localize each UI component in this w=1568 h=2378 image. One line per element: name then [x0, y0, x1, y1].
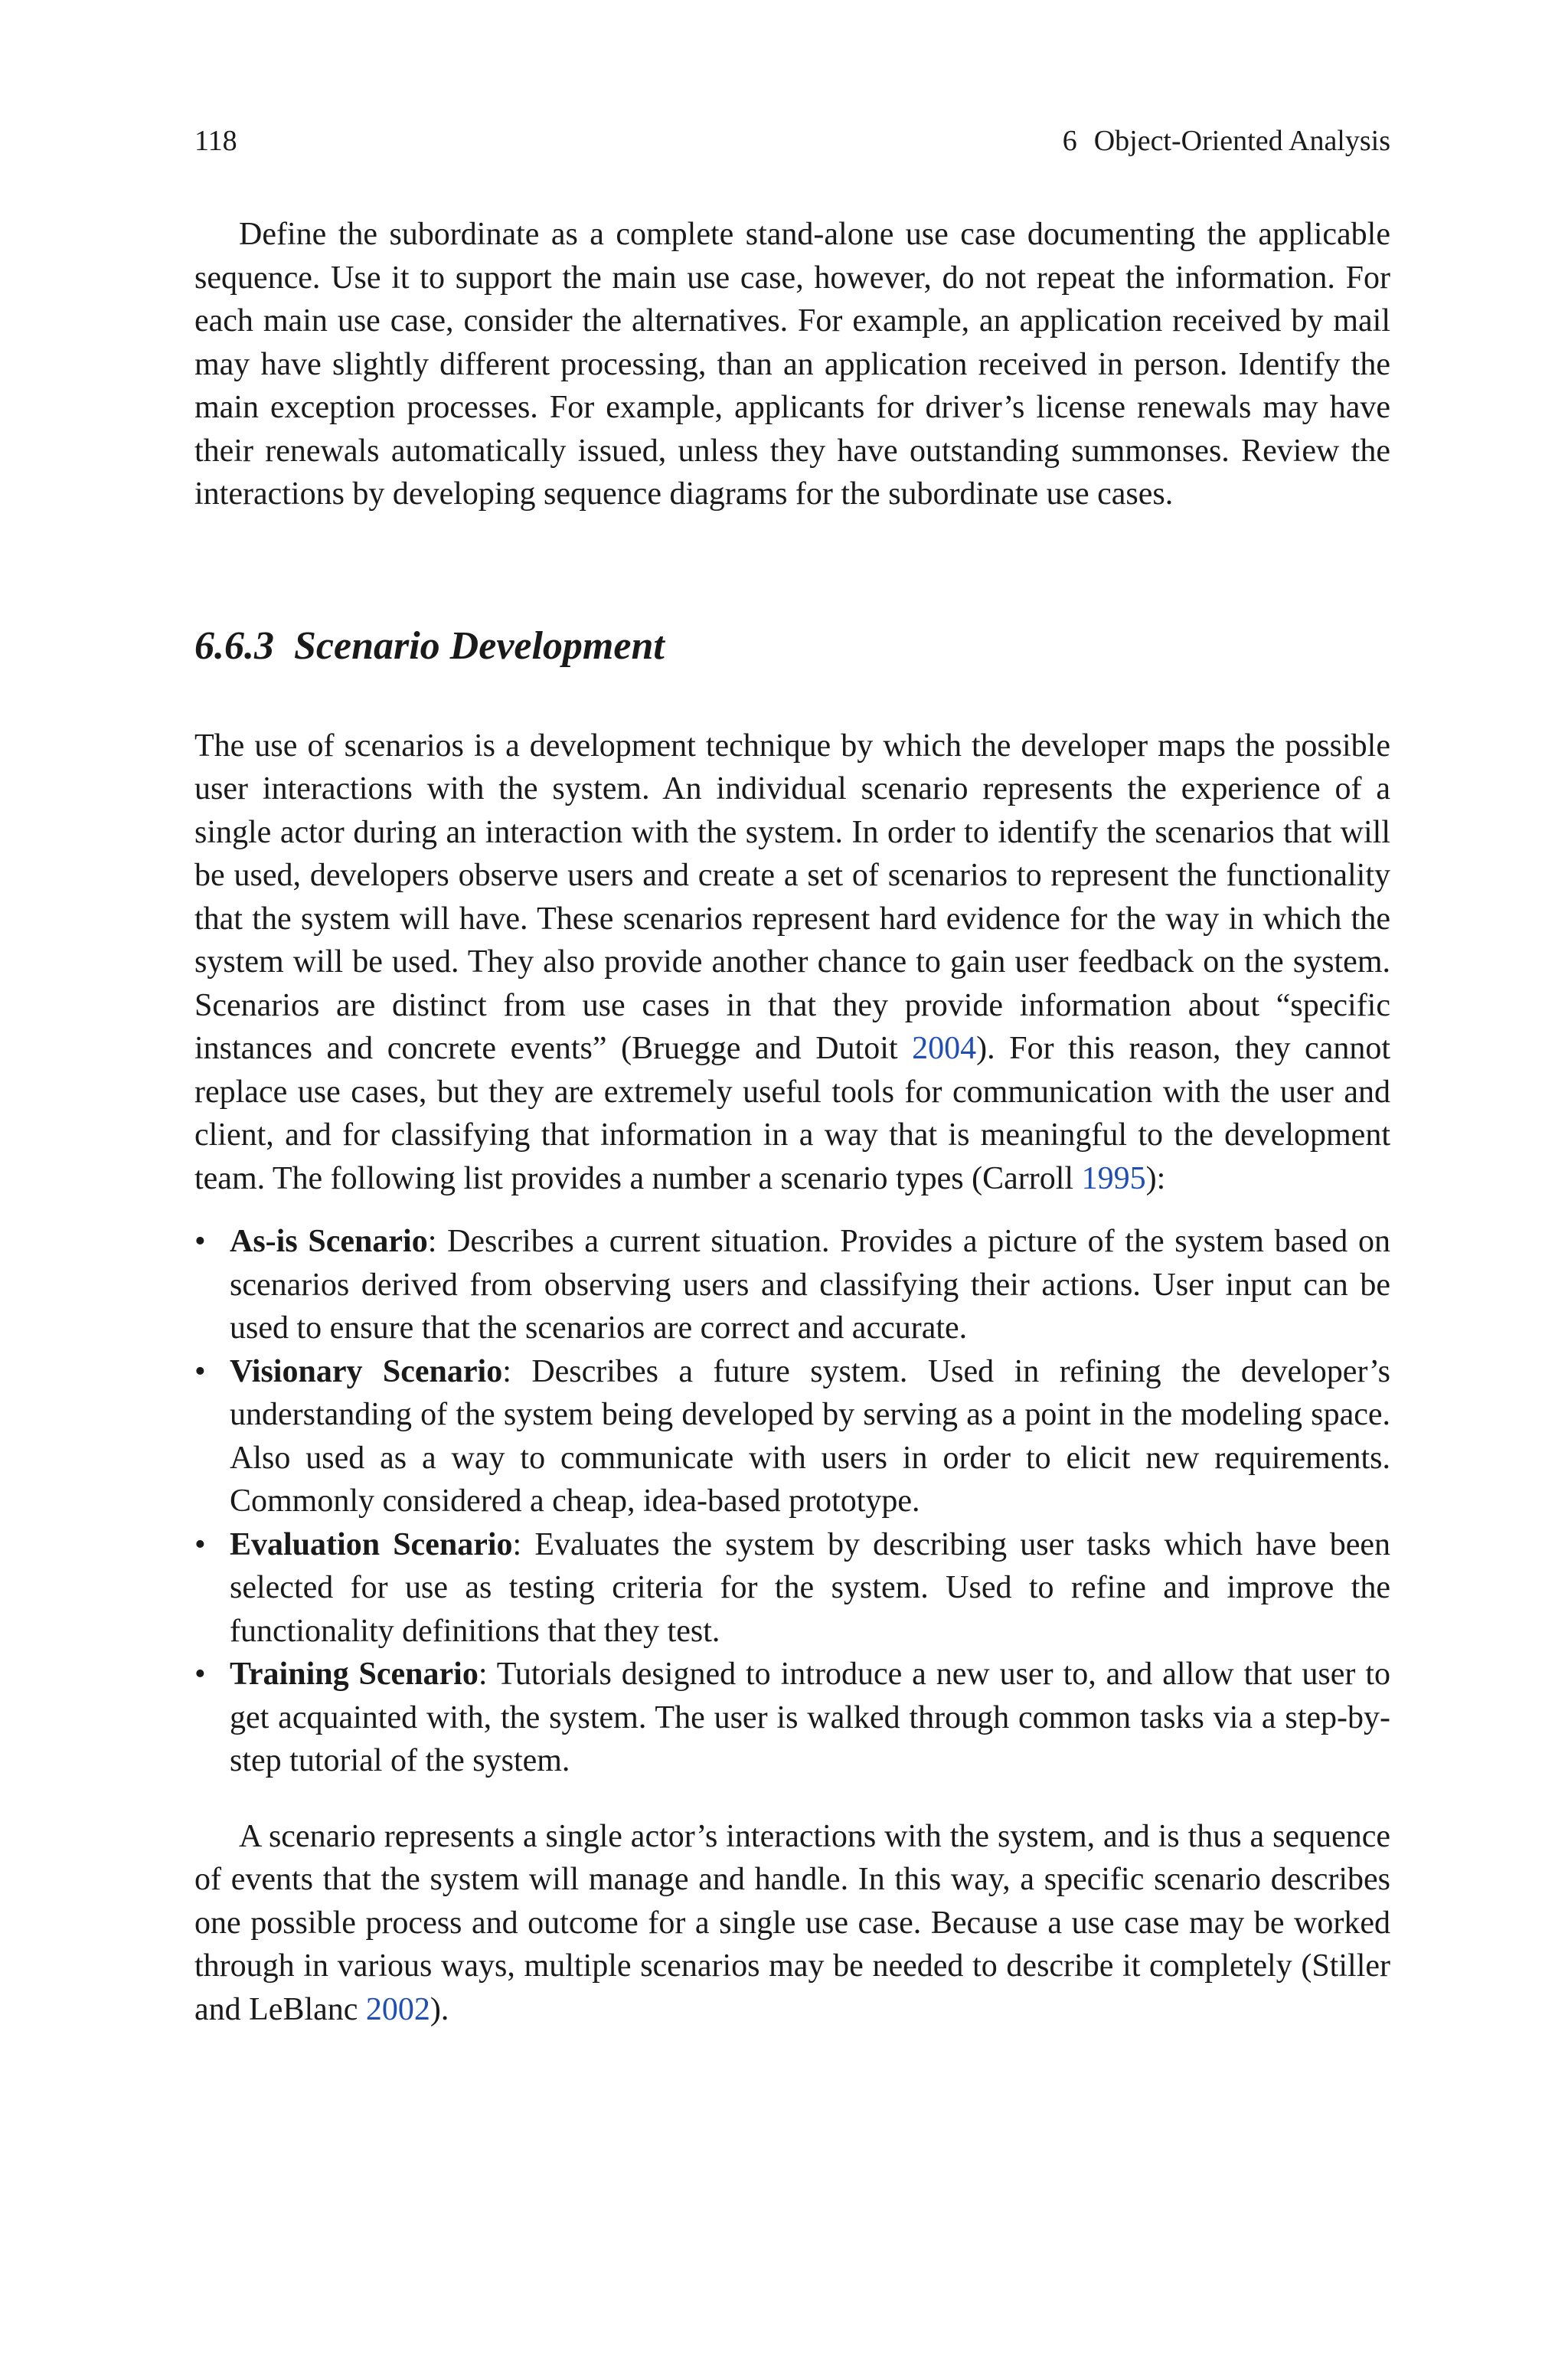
scenario-types-list — [194, 1220, 1390, 1783]
book-page — [194, 123, 1390, 2031]
list-item-evaluation — [194, 1523, 1390, 1653]
page-number: 118 — [194, 125, 237, 157]
list-item-training — [194, 1653, 1390, 1783]
closing-paragraph-end: ). — [430, 1991, 449, 2027]
scenario-description: : Tutorials designed to introduce a new user to, and allow that user to get acquainted with, the system. The user is walked through common tasks via a step-by-step tutorial of the system. — [230, 1657, 1390, 1778]
scenario-paragraph — [194, 725, 1390, 1201]
chapter-number: 6 — [1062, 125, 1077, 157]
scenario-term: Training Scenario — [230, 1657, 479, 1692]
scenario-description: : Describes a current situation. Provides a picture of the system based on scenarios derived from observing users and classifying their actions. User input can be used to ensure that the scenarios are correct and accurate. — [230, 1224, 1390, 1346]
section-number: 6.6.3 — [194, 623, 274, 668]
bullet-icon: • — [194, 1657, 206, 1692]
scenario-paragraph-part2: ). For this reason, they cannot replace use cases, but they are extremely useful tools for communication with the user and client, and for classifying that information in a way that is meaningful to the development team. The following list provides a number a scenario types (Carroll — [194, 1031, 1391, 1196]
scenario-term: As-is Scenario — [230, 1224, 428, 1259]
section-heading — [194, 622, 1390, 671]
intro-paragraph: Define the subordinate as a complete stand-alone use case documenting the applicable sequence. Use it to support the main use case, however, do not repeat the information. For each main use case, consider the alternatives. For example, an application received by mail may have slightly different processing, than an application received in person. Identify the main exception processes. For example, applicants for driver’s license renewals may have their renewals automatically issued, unless they have outstanding summonses. Review the interactions by developing sequence diagrams for the subordinate use cases. — [194, 217, 1390, 512]
scenario-description: : Evaluates the system by describing user tasks which have been selected for use as testing criteria for the system. Used to refine and improve the functionality definitions that they test. — [230, 1526, 1390, 1649]
closing-paragraph-text: A scenario represents a single actor’s interactions with the system, and is thus a sequence of events that the system will manage and handle. In this way, a specific scenario describes one possible process and outcome for a single use case. Because a use case may be worked through in various ways, multiple scenarios may be needed to describe it completely (Stiller and LeBlanc — [194, 1818, 1390, 2027]
bullet-icon: • — [194, 1224, 206, 1259]
chapter-title: Object-Oriented Analysis — [1093, 125, 1390, 157]
list-item-visionary — [194, 1350, 1390, 1523]
bullet-icon: • — [194, 1353, 206, 1389]
scenario-paragraph-part3: ): — [1145, 1160, 1166, 1196]
scenario-term: Visionary Scenario — [230, 1353, 503, 1389]
running-header — [194, 123, 1390, 159]
bullet-icon: • — [194, 1526, 206, 1562]
chapter-reference — [1063, 123, 1390, 159]
citation-link-bruegge-dutoit[interactable]: 2004 — [912, 1031, 977, 1066]
citation-link-stiller-leblanc[interactable]: 2002 — [365, 1991, 430, 2027]
section-title: Scenario Development — [294, 623, 665, 668]
scenario-paragraph-part1: The use of scenarios is a development technique by which the developer maps the possible user interactions with the system. An individual scenario represents the experience of a single actor during an interaction with the system. In order to identify the scenarios that will be used, developers observe users and create a set of scenarios to represent the functionality that the system will have. These scenarios represent hard evidence for the way in which the system will be used. They also provide another chance to gain user feedback on the system. Scenarios are distinct from use cases in that they provide information about “specific instances and concrete events” (Bruegge and Dutoit — [194, 728, 1390, 1066]
closing-paragraph — [194, 1815, 1390, 2032]
list-item-as-is — [194, 1220, 1390, 1350]
scenario-term: Evaluation Scenario — [230, 1526, 513, 1562]
scenario-description: : Describes a future system. Used in refining the developer’s understanding of the system being developed by serving as a point in the modeling space. Also used as a way to communicate with users in order to elicit new requirements. Commonly considered a cheap, idea-based prototype. — [230, 1353, 1391, 1519]
citation-link-carroll[interactable]: 1995 — [1081, 1160, 1146, 1196]
